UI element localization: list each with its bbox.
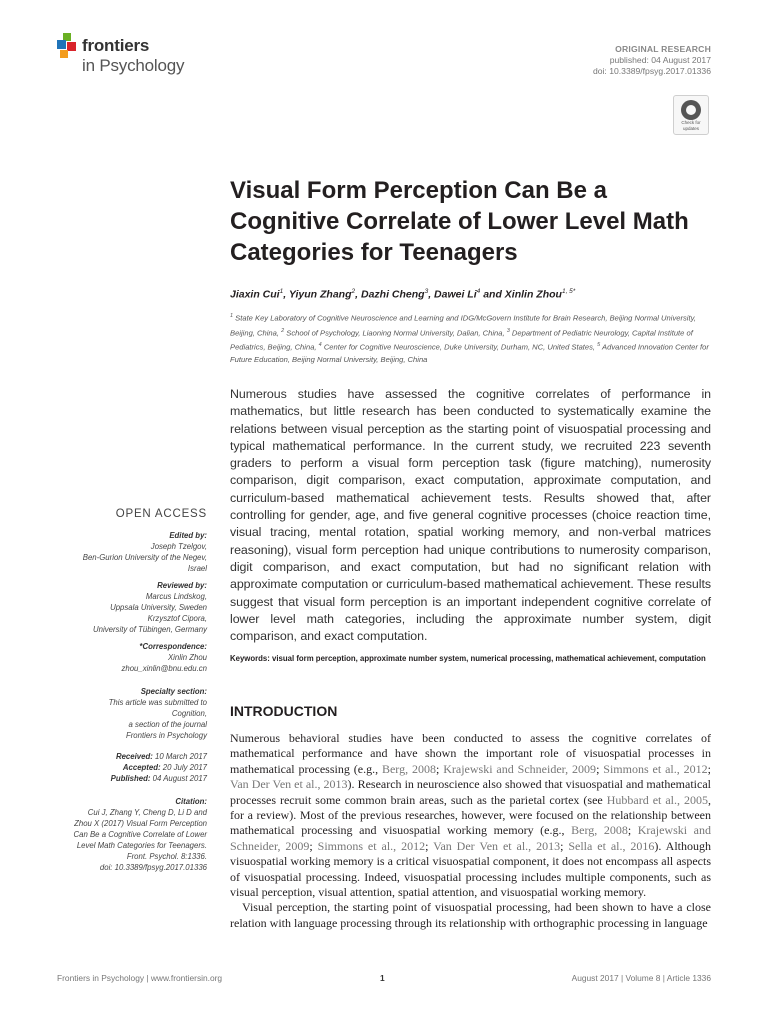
citation-link[interactable]: Simmons et al., 2012 (603, 761, 708, 776)
section-heading-introduction: INTRODUCTION (230, 703, 338, 719)
author-affiliation-mark: 1 (279, 288, 284, 295)
sidebar-line: University of Tübingen, Germany (93, 625, 207, 634)
author-list: Jiaxin Cui$^1$, Yiyun Zhang$^2$, Dazhi Cheng$^3$, Dawei Li$^4$ and Xinlin Zhou$^{1, 5*}$ (230, 288, 576, 301)
author-affiliation-mark: 4 (476, 288, 481, 295)
abstract: Numerous studies have assessed the cognitive correlates of performance in mathematics, but little research has been conducted to systematically examine the relations between visual perception as the starting point of visuospatial processing and typical mathematical performance. In the current study, we recruited 223 seventh graders to perform a visual form perception task (figure matching), numerosity comparison, digit comparison, exact computation, approximate computation, and curriculum-based mathematical achievement tests. Results showed that, after controlling for gender, age, and five general cognitive processes (choice reaction time, visual tracing, mental rotation, spatial working memory, and non-verbal matrices reasoning), visual form perception had unique contributions to numerosity comparison, digit comparison, and exact computation, but had no significant relation with approximate computation or curriculum-based mathematical achievement. These results suggest that visual form perception is an important independent cognitive correlate of lower level math categories, including the approximate number system, digit comparison, and exact computation. (230, 387, 711, 644)
sidebar-line: Ben-Gurion University of the Negev, (82, 553, 207, 562)
author-name[interactable]: Yiyun Zhang (288, 288, 352, 301)
accepted-date: 20 July 2017 (162, 763, 207, 772)
logo-word-journal: in Psychology (82, 56, 185, 75)
correspondence-list (30, 652, 207, 674)
citation-link[interactable]: Berg, 2008 (571, 823, 628, 838)
sidebar-line: Cognition, (171, 709, 207, 718)
sidebar-line: This article was submitted to (108, 698, 207, 707)
dates-block (30, 751, 207, 784)
affiliations (230, 310, 712, 366)
sidebar-line: Frontiers in Psychology (125, 731, 207, 740)
citation-label: Citation: (175, 797, 207, 806)
keywords-label: Keywords: (230, 654, 270, 663)
sidebar-line: Krzysztof Cipora, (147, 614, 207, 623)
author-name[interactable]: Dazhi Cheng (360, 288, 425, 301)
check-updates-icon (681, 100, 701, 120)
received-date: 10 March 2017 (154, 752, 207, 761)
affiliation-mark: 3 (506, 327, 510, 334)
introduction-paragraph-1: Numerous behavioral studies have been conducted to assess the cognitive correlates of mathematical performance and have shown the important role of visuospatial processes in mathematical processing (e.g., Berg, 2008; Krajewski and Schneider, 2009; Simmons et al., 2012; Van Der Ven et al., 2013). Research in neuroscience also showed that visuospatial and mathematical processes recruit some common brain areas, such as the parietal cortex (see Hubbard et al., 2005, for a review). Most of the previous researches, however, were focused on the relationship between mathematical processing and visuospatial working memory (e.g., Berg, 2008; Krajewski and Schneider, 2009; Simmons et al., 2012; Van Der Ven et al., 2013; Sella et al., 2016). Although visuospatial working memory is a critical visuospatial component, it does not encompass all aspects of visuospatial processing. Indeed, visuospatial processing includes multiple components, such as visual perception, visual attention, spatial attention, and visuospatial working memory. (230, 731, 712, 900)
author-name[interactable]: Jiaxin Cui (230, 288, 280, 301)
author-affiliation-mark: 1, 5* (561, 288, 576, 295)
sidebar-line: Joseph Tzelgov, (150, 542, 207, 551)
affiliation-text: Advanced Innovation Center for Future Education, Beijing Normal University, Beijing, China (230, 343, 709, 365)
author-name[interactable]: Xinlin Zhou (504, 288, 562, 301)
sidebar-line: Uppsala University, Sweden (110, 603, 207, 612)
affiliation-mark: 5 (597, 342, 601, 349)
citation-link[interactable]: Simmons et al., 2012 (317, 838, 426, 853)
affiliation-text: School of Psychology, Liaoning Normal University, Dalian, China, (284, 328, 507, 338)
sidebar-line: Marcus Lindskog, (145, 592, 207, 601)
affiliation-mark: 1 (230, 313, 234, 319)
edited-by-label: Edited by: (169, 531, 207, 540)
citation-link[interactable]: Sella et al., 2016 (568, 838, 655, 853)
citation-link[interactable]: Van Der Ven et al., 2013 (230, 777, 348, 792)
reviewed-by-label: Reviewed by: (157, 581, 207, 590)
footer-journal-link[interactable]: Frontiers in Psychology | www.frontiersin.org (57, 973, 223, 983)
author-affiliation-mark: 2 (351, 288, 356, 295)
specialty-label: Specialty section: (140, 687, 207, 696)
open-access-label: OPEN ACCESS (115, 508, 207, 520)
footer-page-number: 1 (380, 973, 385, 983)
frontiers-logo-icon (57, 33, 81, 59)
keywords (230, 652, 711, 665)
check-for-updates-badge[interactable] (673, 95, 709, 135)
published-date-sidebar: 04 August 2017 (152, 774, 207, 783)
citation-link[interactable]: Van Der Ven et al., 2013 (433, 838, 561, 853)
journal-logo[interactable] (57, 33, 217, 81)
sidebar-line: Cui J, Zhang Y, Cheng D, Li D and (87, 808, 207, 817)
citation-link[interactable]: Krajewski and Schneider, 2009 (443, 761, 597, 776)
published-date: published: 04 August 2017 (609, 55, 711, 65)
received-row (30, 751, 207, 762)
article-sidebar (30, 508, 207, 873)
published-row (30, 773, 207, 784)
logo-word-frontiers: frontiers (82, 36, 150, 55)
edited-by-list (30, 541, 207, 574)
check-updates-label: Check for updates (681, 120, 701, 131)
article-type: ORIGINAL RESEARCH (615, 44, 711, 54)
sidebar-line: Front. Psychol. 8:1336. (126, 852, 207, 861)
affiliation-mark: 2 (281, 327, 285, 334)
keywords-list: visual form perception, approximate number system, numerical processing, mathematical achievement, computation (272, 654, 706, 663)
citation-link[interactable]: Hubbard et al., 2005 (606, 792, 708, 807)
sidebar-line: Level Math Categories for Teenagers. (76, 841, 207, 850)
affiliation-text: Center for Cognitive Neuroscience, Duke University, Durham, NC, United States, (321, 343, 598, 352)
specialty-list (30, 697, 207, 741)
author-affiliation-mark: 3 (424, 288, 429, 295)
article-doi[interactable]: doi: 10.3389/fpsyg.2017.01336 (592, 66, 711, 76)
sidebar-line: a section of the journal (128, 720, 207, 729)
article-title: Visual Form Perception Can Be a Cognitive Correlate of Lower Level Math Categories for Teenagers (230, 177, 689, 266)
footer-volume-info: August 2017 | Volume 8 | Article 1336 (571, 973, 711, 983)
article-meta-header (593, 44, 711, 77)
sidebar-line: Can Be a Cognitive Correlate of Lower (73, 830, 207, 839)
sidebar-line: doi: 10.3389/fpsyg.2017.01336 (99, 863, 207, 872)
affiliation-text: State Key Laboratory of Cognitive Neuroscience and Learning and IDG/McGovern Institute for Brain Research, Beijing Normal University, Beijing, China, (230, 313, 696, 338)
sidebar-line: Xinlin Zhou (167, 653, 207, 662)
sidebar-line: Zhou X (2017) Visual Form Perception (74, 819, 207, 828)
reviewed-by-list (30, 591, 207, 635)
sidebar-line: zhou_xinlin@bnu.edu.cn (121, 664, 207, 673)
correspondence-label: *Correspondence: (139, 642, 207, 651)
received-label: Received: (115, 752, 153, 761)
citation-list (30, 807, 207, 873)
published-label: Published: (110, 774, 151, 783)
accepted-label: Accepted: (122, 763, 161, 772)
author-name[interactable]: Dawei Li (434, 288, 477, 301)
citation-link[interactable]: Krajewski and Schneider, 2009 (230, 823, 712, 853)
affiliation-text: Department of Pediatric Neurology, Capital Institute of Pediatrics, Beijing, China, (230, 328, 693, 352)
citation-link[interactable]: Berg, 2008 (381, 761, 436, 776)
introduction-body (230, 731, 711, 931)
sidebar-line: Israel (187, 564, 207, 573)
accepted-row (30, 762, 207, 773)
affiliation-mark: 4 (318, 342, 322, 349)
introduction-paragraph-2: Visual perception, the starting point of visuospatial processing, had been shown to have a close relation with language processing through its relationship with orthographic processing in language (230, 900, 711, 930)
